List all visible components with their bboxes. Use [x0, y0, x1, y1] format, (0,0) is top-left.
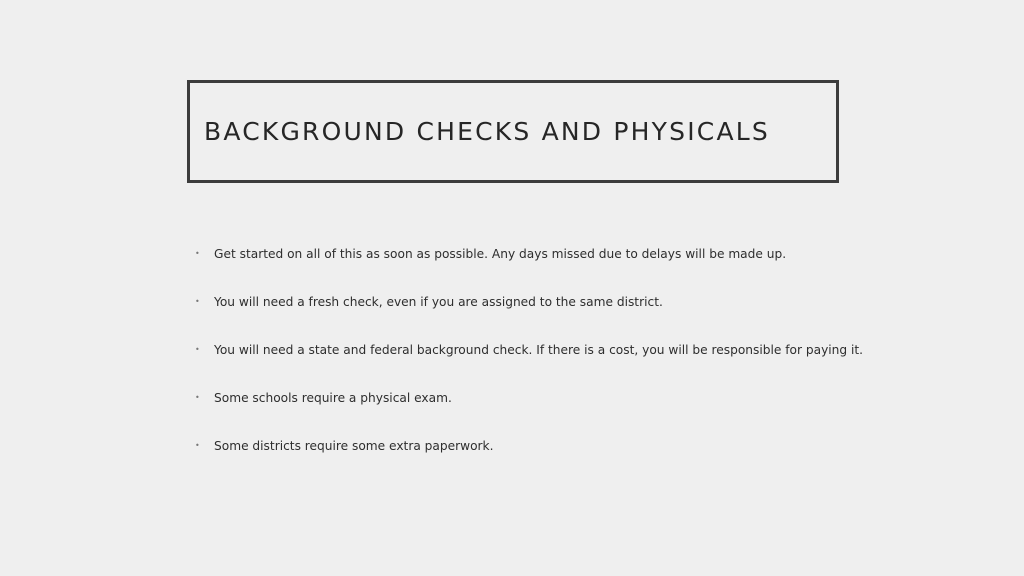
bullet-text: Get started on all of this as soon as possible. Any days missed due to delays will be made up.: [214, 247, 787, 261]
bullet-item: [195, 290, 855, 338]
title-box: [187, 80, 839, 183]
bullet-item: [195, 242, 855, 290]
bullet-item: [195, 386, 855, 434]
bullet-icon: •: [195, 249, 200, 258]
bullet-icon: •: [195, 297, 200, 306]
bullet-icon: •: [195, 441, 200, 450]
bullet-item: [195, 338, 864, 386]
slide-title: BACKGROUND CHECKS AND PHYSICALS: [204, 117, 770, 146]
bullet-icon: •: [195, 345, 200, 354]
bullet-text: Some districts require some extra paperwork.: [214, 439, 494, 453]
bullet-list: [195, 242, 864, 482]
bullet-item: [195, 434, 855, 482]
bullet-text: You will need a fresh check, even if you are assigned to the same district.: [214, 295, 663, 309]
bullet-icon: •: [195, 393, 200, 402]
bullet-text: Some schools require a physical exam.: [214, 391, 452, 405]
bullet-text: You will need a state and federal background check. If there is a cost, you will be responsible for paying it.: [214, 343, 864, 357]
